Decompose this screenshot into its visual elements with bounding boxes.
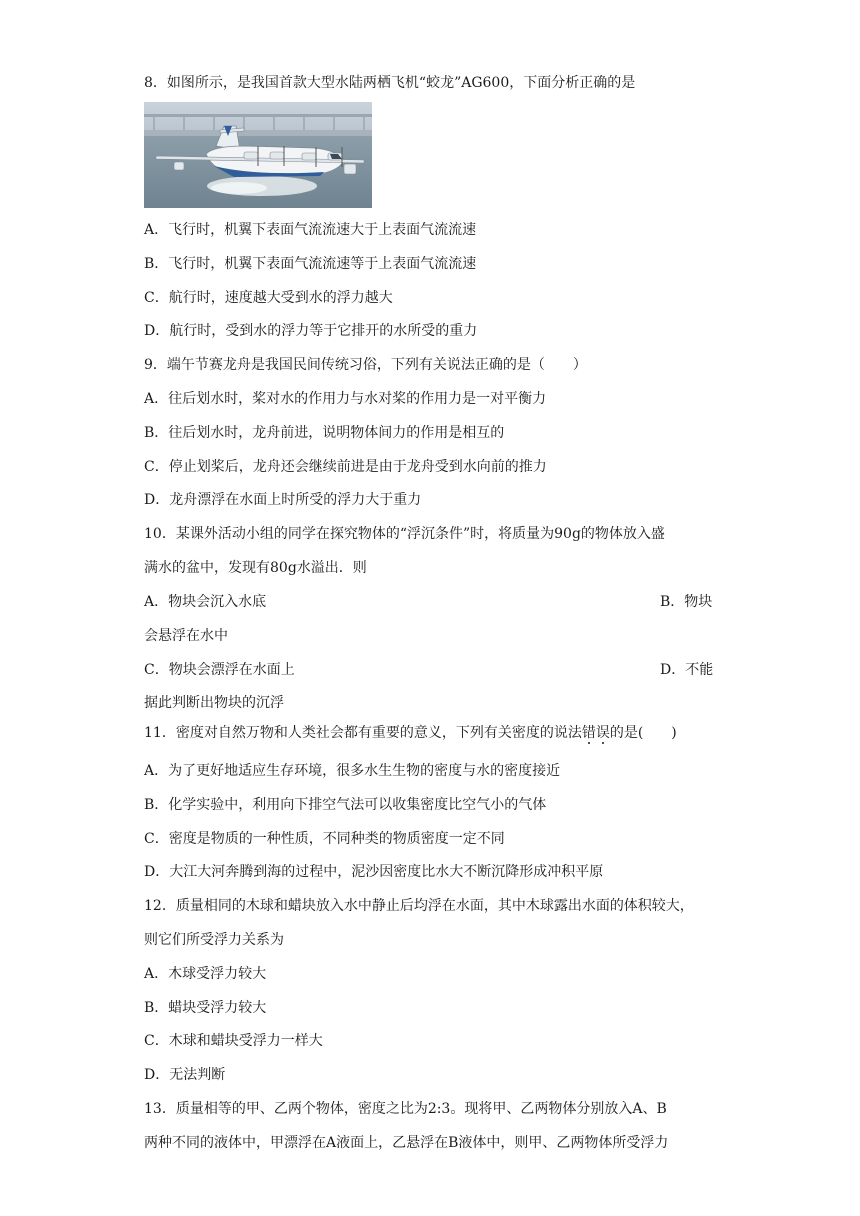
- q11-option-c: C．密度是物质的一种性质，不同种类的物质密度一定不同: [144, 831, 505, 847]
- q8-option-a: A．飞行时，机翼下表面气流流速大于上表面气流流速: [144, 222, 477, 238]
- q10-option-c: C．物块会漂浮在水面上: [144, 662, 295, 678]
- q9-stem: 9．端午节赛龙舟是我国民间传统习俗，下列有关说法正确的是（ ）: [144, 357, 587, 373]
- q10-stem-line1: 10．某课外活动小组的同学在探究物体的“浮沉条件”时，将质量为90g的物体放入盛: [144, 526, 665, 542]
- q11-emphasis-char-2: 误: [595, 725, 610, 741]
- q10-option-d-start: D．不能: [660, 662, 714, 678]
- q12-option-d: D．无法判断: [144, 1067, 226, 1083]
- q8-option-d: D．航行时，受到水的浮力等于它排开的水所受的重力: [144, 323, 478, 339]
- q11-stem-after: 的是( ): [609, 725, 677, 741]
- q12-option-c: C．木球和蜡块受浮力一样大: [144, 1033, 323, 1049]
- q10-option-b-end: 会悬浮在水中: [144, 628, 228, 644]
- q10-option-d-end: 据此判断出物块的沉浮: [144, 695, 284, 711]
- q9-option-c: C．停止划桨后，龙舟还会继续前进是由于龙舟受到水向前的推力: [144, 459, 547, 475]
- q10-option-a: A．物块会沉入水底: [144, 594, 267, 610]
- q11-option-d: D．大江大河奔腾到海的过程中，泥沙因密度比水大不断沉降形成冲积平原: [144, 864, 604, 880]
- q11-option-b: B．化学实验中，利用向下排空气法可以收集密度比空气小的气体: [144, 797, 547, 813]
- amphibious-aircraft-photo: [144, 102, 372, 208]
- q12-stem-line2: 则它们所受浮力关系为: [144, 932, 284, 948]
- q11-stem: [144, 723, 677, 743]
- q13-stem-line2: 两种不同的液体中，甲漂浮在A液面上，乙悬浮在B液体中，则甲、乙两物体所受浮力: [144, 1135, 669, 1151]
- q11-option-a: A．为了更好地适应生存环境，很多水生生物的密度与水的密度接近: [144, 763, 561, 779]
- q8-option-b: B．飞行时，机翼下表面气流流速等于上表面气流流速: [144, 256, 477, 272]
- q8-stem: 8．如图所示，是我国首款大型水陆两栖飞机“蛟龙”AG600，下面分析正确的是: [144, 75, 636, 91]
- q10-stem-line2: 满水的盆中，发现有80g水溢出．则: [144, 560, 367, 576]
- q12-option-b: B．蜡块受浮力较大: [144, 1000, 267, 1016]
- q13-stem-line1: 13．质量相等的甲、乙两个物体，密度之比为2:3。现将甲、乙两物体分别放入A、B: [144, 1101, 667, 1117]
- q11-stem-before: 11．密度对自然万物和人类社会都有重要的意义，下列有关密度的说法: [144, 725, 582, 741]
- q10-option-b-start: B．物块: [660, 594, 713, 610]
- q12-option-a: A．木球受浮力较大: [144, 966, 267, 982]
- q9-option-d: D．龙舟漂浮在水面上时所受的浮力大于重力: [144, 492, 422, 508]
- q8-option-c: C．航行时，速度越大受到水的浮力越大: [144, 290, 393, 306]
- q9-option-b: B．往后划水时，龙舟前进，说明物体间力的作用是相互的: [144, 425, 505, 441]
- q11-emphasis-char-1: 错: [581, 725, 596, 741]
- q12-stem-line1: 12．质量相同的木球和蜡块放入水中静止后均浮在水面，其中木球露出水面的体积较大，: [144, 898, 694, 914]
- q9-option-a: A．往后划水时，桨对水的作用力与水对桨的作用力是一对平衡力: [144, 391, 547, 407]
